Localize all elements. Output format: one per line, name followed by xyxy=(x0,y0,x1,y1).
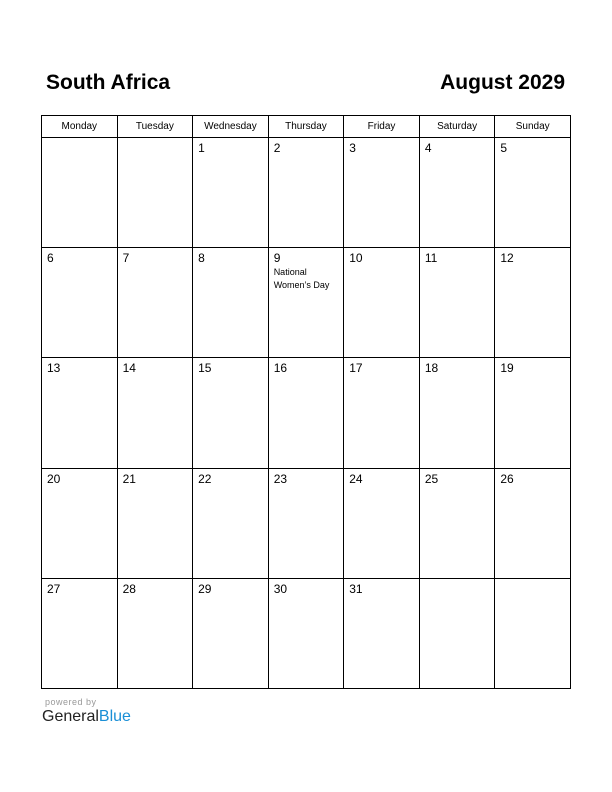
day-number: 2 xyxy=(273,141,281,155)
day-number: 17 xyxy=(349,361,363,376)
day-number: 5 xyxy=(500,141,508,155)
day-number: 12 xyxy=(500,251,514,266)
day-cell xyxy=(117,468,193,578)
month-year-title: August 2029 xyxy=(440,71,565,94)
day-cell xyxy=(193,138,269,248)
day-number: 22 xyxy=(198,471,212,486)
generalblue-logo[interactable] xyxy=(42,708,131,726)
day-cell xyxy=(419,138,495,248)
logo-general-text: General xyxy=(42,708,99,725)
empty-day-cell xyxy=(117,138,193,248)
week-row xyxy=(42,248,571,358)
day-number: 24 xyxy=(349,471,363,486)
day-number: 14 xyxy=(122,361,136,376)
day-cell xyxy=(117,578,193,688)
empty-day-cell xyxy=(419,578,495,688)
day-cell xyxy=(268,138,344,248)
week-row xyxy=(42,578,571,688)
day-cell xyxy=(268,468,344,578)
day-cell xyxy=(344,468,420,578)
week-row xyxy=(42,138,571,248)
day-number: 11 xyxy=(424,251,438,266)
day-number: 19 xyxy=(500,361,514,376)
day-number: 31 xyxy=(349,581,363,596)
day-cell xyxy=(117,358,193,468)
day-cell xyxy=(42,468,118,578)
weekday-header: Wednesday xyxy=(193,116,269,138)
country-title: South Africa xyxy=(46,71,171,94)
day-number: 28 xyxy=(122,581,136,596)
day-cell xyxy=(495,138,571,248)
day-number: 18 xyxy=(424,361,439,376)
day-number: 21 xyxy=(122,471,136,486)
day-number: 16 xyxy=(273,361,288,376)
day-cell xyxy=(193,578,269,688)
weekday-header-row xyxy=(42,116,571,138)
weekday-header: Saturday xyxy=(419,116,495,138)
weekday-header: Monday xyxy=(42,116,118,138)
day-cell xyxy=(193,468,269,578)
day-number: 30 xyxy=(273,581,288,596)
weekday-header: Thursday xyxy=(268,116,344,138)
weekday-header: Sunday xyxy=(495,116,571,138)
empty-day-cell xyxy=(42,138,118,248)
day-cell xyxy=(268,358,344,468)
day-number: 10 xyxy=(349,251,363,266)
day-number: 4 xyxy=(424,141,432,155)
day-number: 3 xyxy=(349,141,356,155)
day-cell xyxy=(268,578,344,688)
day-cell xyxy=(268,248,344,358)
day-cell xyxy=(117,248,193,358)
day-number: 6 xyxy=(47,251,54,266)
day-cell xyxy=(42,578,118,688)
day-cell xyxy=(42,358,118,468)
day-number: 15 xyxy=(198,361,212,376)
day-cell xyxy=(42,248,118,358)
day-number: 29 xyxy=(198,581,212,596)
day-cell xyxy=(344,138,420,248)
day-cell xyxy=(193,248,269,358)
day-number: 23 xyxy=(273,471,288,486)
day-cell xyxy=(193,358,269,468)
day-cell xyxy=(495,358,571,468)
week-row xyxy=(42,358,571,468)
day-number: 7 xyxy=(122,251,130,266)
day-number: 26 xyxy=(500,471,514,486)
day-cell xyxy=(344,358,420,468)
weekday-header: Tuesday xyxy=(117,116,193,138)
day-cell xyxy=(419,468,495,578)
day-cell xyxy=(495,248,571,358)
day-number: 13 xyxy=(47,361,61,376)
empty-day-cell xyxy=(495,578,571,688)
day-cell xyxy=(495,468,571,578)
day-number: 1 xyxy=(198,141,205,155)
weekday-header: Friday xyxy=(344,116,420,138)
holiday-label: National Women’s Day xyxy=(273,267,330,291)
week-row xyxy=(42,468,571,578)
calendar-grid xyxy=(41,115,571,689)
day-number: 20 xyxy=(47,471,61,486)
logo-blue-text: Blue xyxy=(98,708,131,725)
day-cell xyxy=(419,248,495,358)
day-number: 27 xyxy=(47,581,61,596)
day-cell xyxy=(344,248,420,358)
day-number: 8 xyxy=(198,251,205,266)
day-number: 9 xyxy=(273,251,281,266)
day-number: 25 xyxy=(424,471,439,486)
day-cell xyxy=(419,358,495,468)
day-cell xyxy=(344,578,420,688)
powered-by-text: powered by xyxy=(45,697,97,707)
